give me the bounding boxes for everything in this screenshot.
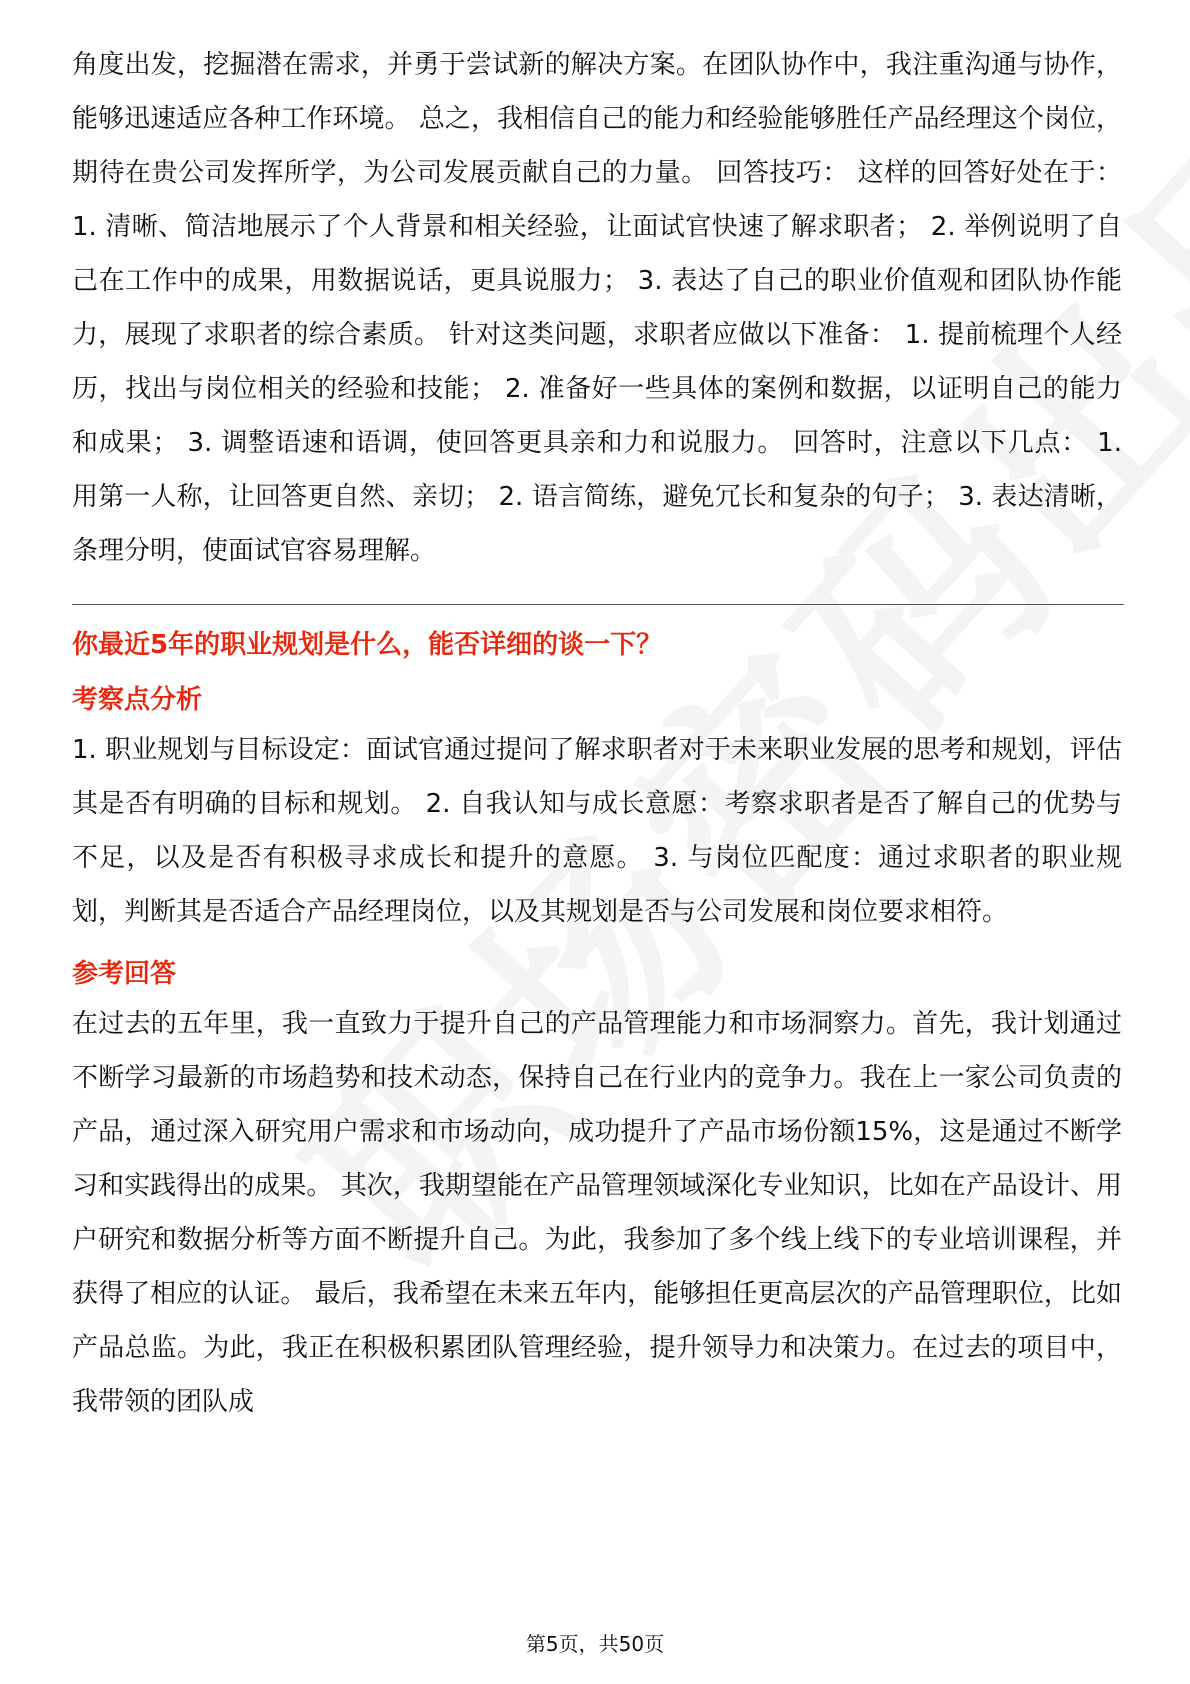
section-divider: [72, 604, 1124, 605]
section-gap: [72, 939, 1122, 951]
interview-question: 你最近5年的职业规划是什么，能否详细的谈一下？: [72, 630, 663, 660]
analysis-paragraph: 1. 职业规划与目标设定：面试官通过提问了解求职者对于未来职业发展的思考和规划，评估其是否有明确的目标和规划。 2. 自我认知与成长意愿：考察求职者是否了解自己的优势与不足，以及是否有积极寻求成长和提升的意愿。 3. 与岗位匹配度：通过求职者的职业规划，判断其是否适合产品经理岗位，以及其规划是否与公司发展和岗位要求相符。: [72, 735, 1122, 927]
page-content: [72, 38, 1122, 1429]
page-number-footer: 第5页，共50页: [525, 1632, 665, 1656]
analysis-heading: 考察点分析: [72, 685, 203, 715]
intro-continuation-paragraph: 角度出发，挖掘潜在需求，并勇于尝试新的解决方案。在团队协作中，我注重沟通与协作，能够迅速适应各种工作环境。 总之，我相信自己的能力和经验能够胜任产品经理这个岗位，期待在贵公司发挥所学，为公司发展贡献自己的力量。 回答技巧： 这样的回答好处在于： 1. 清晰、简洁地展示了个人背景和相关经验，让面试官快速了解求职者； 2. 举例说明了自己在工作中的成果，用数据说话，更具说服力； 3. 表达了自己的职业价值观和团队协作能力，展现了求职者的综合素质。 针对这类问题，求职者应做以下准备： 1. 提前梳理个人经历，找出与岗位相关的经验和技能； 2. 准备好一些具体的案例和数据，以证明自己的能力和成果； 3. 调整语速和语调，使回答更具亲和力和说服力。 回答时，注意以下几点： 1. 用第一人称，让回答更自然、亲切； 2. 语言简练，避免冗长和复杂的句子； 3. 表达清晰，条理分明，使面试官容易理解。: [72, 50, 1122, 566]
reference-answer-paragraph: 在过去的五年里，我一直致力于提升自己的产品管理能力和市场洞察力。首先，我计划通过不断学习最新的市场趋势和技术动态，保持自己在行业内的竞争力。我在上一家公司负责的产品，通过深入研究用户需求和市场动向，成功提升了产品市场份额15%，这是通过不断学习和实践得出的成果。 其次，我期望能在产品管理领域深化专业知识，比如在产品设计、用户研究和数据分析等方面不断提升自己。为此，我参加了多个线上线下的专业培训课程，并获得了相应的认证。 最后，我希望在未来五年内，能够担任更高层次的产品管理职位，比如产品总监。为此，我正在积极积累团队管理经验，提升领导力和决策力。在过去的项目中，我带领的团队成: [72, 1009, 1122, 1417]
reference-answer-heading: 参考回答: [72, 959, 177, 989]
